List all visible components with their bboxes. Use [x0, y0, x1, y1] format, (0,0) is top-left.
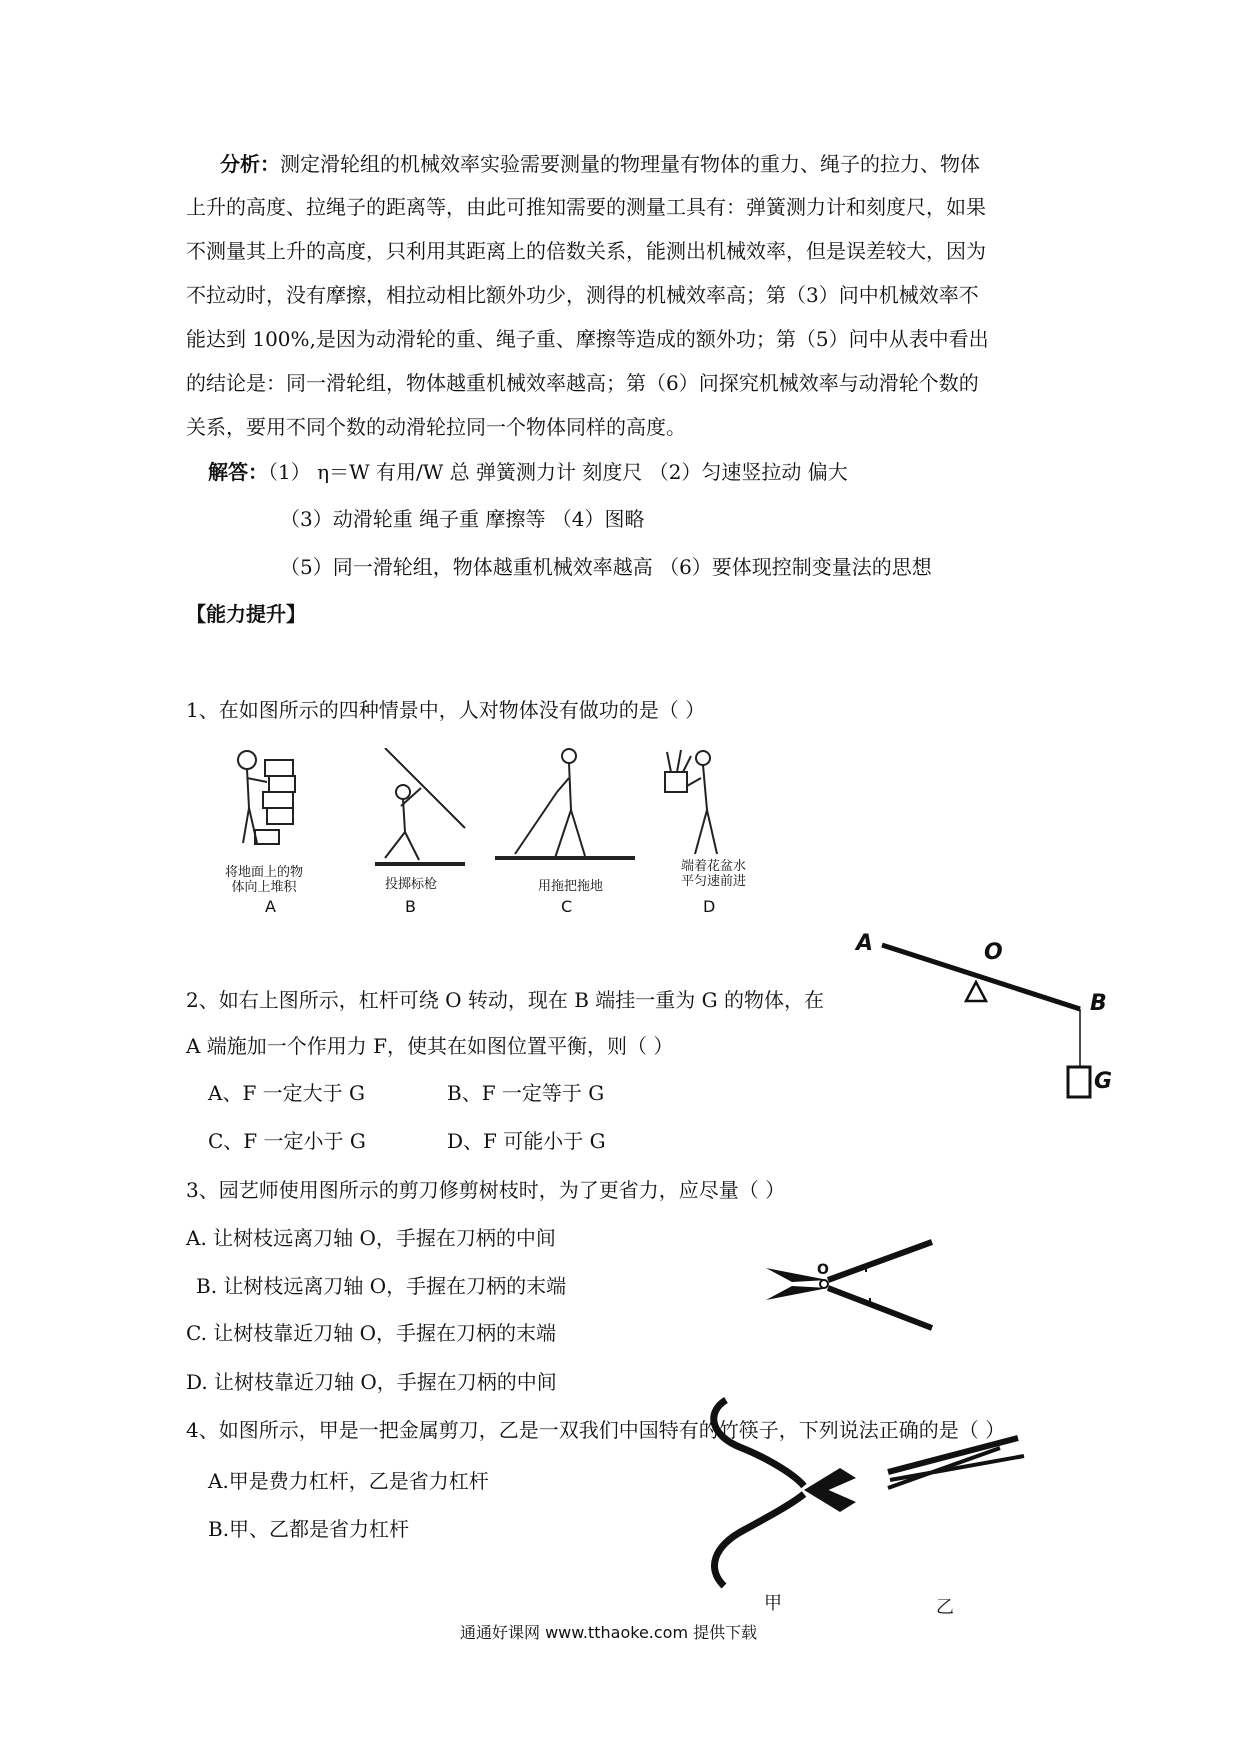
scene-a-caption: 将地面上的物 体向上堆积 [225, 865, 304, 895]
pruning-shears-icon [762, 1238, 942, 1338]
question-2-line: A 端施加一个作用力 F，使其在如图位置平衡，则（ ） [186, 1034, 674, 1058]
question-2-option-a: A、F 一定大于 G [208, 1081, 366, 1105]
analysis-label: 分析： [220, 152, 280, 176]
question-4-figure [700, 1390, 1040, 1618]
scissors-label: 甲 [764, 1593, 782, 1614]
question-2-option-d: D、F 可能小于 G [447, 1129, 606, 1153]
question-1-stem: 1、在如图所示的四种情景中，人对物体没有做功的是（ ） [186, 698, 706, 722]
lever-label-b: B [1090, 991, 1107, 1016]
question-3-option-d: D. 让树枝靠近刀轴 O，手握在刀柄的中间 [186, 1370, 557, 1394]
answer-text: （1） η＝W 有用/W 总 弹簧测力计 刻度尺 （2）匀速竖拉动 偏大 [268, 460, 848, 484]
shears-pivot-label: O [817, 1262, 829, 1278]
scene-a-letter: A [265, 897, 276, 916]
scene-b-letter: B [405, 897, 416, 916]
scissors-and-chopsticks-illustration [700, 1390, 1040, 1610]
lever-label-o: O [984, 940, 1003, 965]
question-2-option-b: B、F 一定等于 G [447, 1081, 605, 1105]
question-3-stem: 3、园艺师使用图所示的剪刀修剪树枝时，为了更省力，应尽量（ ） [186, 1178, 786, 1202]
answer-line [208, 462, 848, 482]
lever-label-a: A [856, 931, 874, 956]
pruning-shears-figure [762, 1238, 942, 1338]
question-2-option-c: C、F 一定小于 G [208, 1129, 366, 1153]
scene-d-letter: D [703, 897, 716, 916]
analysis-line: 上升的高度、拉绳子的距离等，由此可推知需要的测量工具有：弹簧测力计和刻度尺，如果 [186, 195, 986, 219]
scene-c-caption: 用拖把拖地 [538, 879, 604, 894]
lever-diagram [850, 925, 1113, 1115]
scene-c-letter: C [561, 897, 573, 916]
lever-figure [850, 925, 1113, 1115]
answer-label: 解答： [208, 460, 268, 484]
chopsticks-label: 乙 [936, 1597, 954, 1618]
scene-b-caption: 投掷标枪 [385, 877, 438, 892]
analysis-line: 不测量其上升的高度，只利用其距离上的倍数关系，能测出机械效率，但是误差较大，因为 [186, 239, 986, 263]
analysis-line: 能达到 100%,是因为动滑轮的重、绳子重、摩擦等造成的额外功；第（5）问中从表中看出 [186, 327, 989, 351]
question-3-option-c: C. 让树枝靠近刀轴 O，手握在刀柄的末端 [186, 1321, 557, 1345]
analysis-line: 测定滑轮组的机械效率实验需要测量的物理量有物体的重力、绳子的拉力、物体 [280, 152, 980, 176]
analysis-line: 的结论是：同一滑轮组，物体越重机械效率越高；第（6）问探究机械效率与动滑轮个数的 [186, 371, 979, 395]
analysis-line: 关系，要用不同个数的动滑轮拉同一个物体同样的高度。 [186, 415, 686, 439]
question-2-line: 2、如右上图所示，杠杆可绕 O 转动，现在 B 端挂一重为 G 的物体，在 [186, 988, 824, 1012]
answer-line: （3）动滑轮重 绳子重 摩擦等 （4）图略 [280, 507, 645, 531]
section-heading: 【能力提升】 [186, 602, 306, 626]
question-1-figure [225, 748, 805, 938]
answer-line: （5）同一滑轮组，物体越重机械效率越高 （6）要体现控制变量法的思想 [280, 555, 932, 579]
page-footer: 通通好课网 www.tthaoke.com 提供下载 [460, 1623, 758, 1642]
question-4-stem: 4、如图所示，甲是一把金属剪刀，乙是一双我们中国特有的竹筷子，下列说法正确的是（ ） [186, 1418, 1006, 1442]
question-4-option-a: A.甲是费力杠杆，乙是省力杠杆 [208, 1469, 489, 1493]
analysis-paragraph [220, 154, 980, 174]
lever-label-g: G [1094, 1069, 1113, 1094]
scene-d-caption: 端着花盆水 平匀速前进 [681, 859, 747, 889]
question-3-option-a: A. 让树枝远离刀轴 O，手握在刀柄的中间 [186, 1226, 556, 1250]
four-scenes-illustration [225, 748, 805, 938]
analysis-line: 不拉动时，没有摩擦，相拉动相比额外功少，测得的机械效率高；第（3）问中机械效率不 [186, 283, 979, 307]
question-3-option-b: B. 让树枝远离刀轴 O，手握在刀柄的末端 [196, 1274, 567, 1298]
question-4-option-b: B.甲、乙都是省力杠杆 [208, 1517, 410, 1541]
